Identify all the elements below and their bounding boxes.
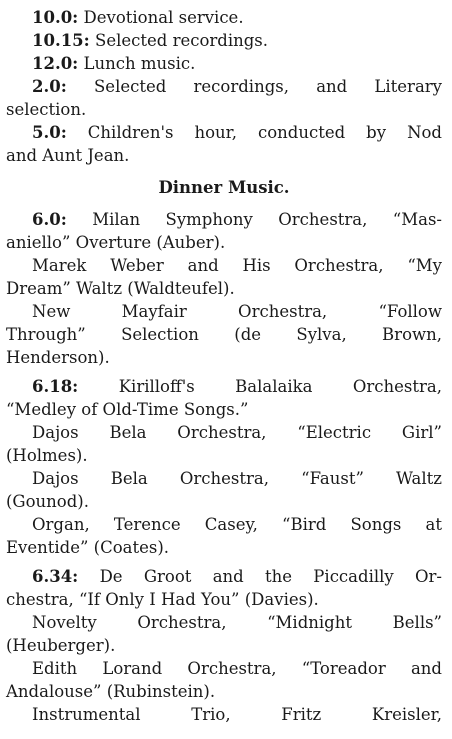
entry-continuation: (Heuberger). xyxy=(6,636,116,655)
entry-continuation: Dream” Waltz (Waldteufel). xyxy=(6,279,235,298)
schedule-entry xyxy=(6,52,442,75)
entry-continuation: (Gounod). xyxy=(6,492,89,511)
entry-text: De Groot and the Piccadilly Or- xyxy=(78,567,442,586)
entry-time: 10.15: xyxy=(32,31,90,50)
program-entry: Novelty Orchestra, “Midnight Bells” xyxy=(32,613,442,632)
entry-continuation: “Medley of Old-Time Songs.” xyxy=(6,400,249,419)
entry-continuation: Eventide” (Coates). xyxy=(6,538,170,557)
schedule-entry xyxy=(6,29,442,52)
entry-text: Selected recordings. xyxy=(89,31,269,50)
program-entry: Instrumental Trio, Fritz Kreisler, xyxy=(32,705,442,724)
entry-text: Kirilloff's Balalaika Orchestra, xyxy=(78,377,442,396)
program-entry: Marek Weber and His Orchestra, “My xyxy=(32,256,442,275)
program-entry: Dajos Bela Orchestra, “Faust” Waltz xyxy=(32,469,442,488)
entry-time: 6.34: xyxy=(32,567,79,586)
section-heading: Dinner Music. xyxy=(158,178,290,197)
entry-continuation: Andalouse” (Rubinstein). xyxy=(6,682,216,701)
entry-continuation: and Aunt Jean. xyxy=(6,146,130,165)
program-entry: New Mayfair Orchestra, “Follow xyxy=(32,302,442,321)
schedule-entry xyxy=(6,121,442,144)
entry-time: 12.0: xyxy=(32,54,79,73)
entry-time: 6.18: xyxy=(32,377,79,396)
entry-continuation: chestra, “If Only I Had You” (Davies). xyxy=(6,590,319,609)
program-entry xyxy=(6,208,442,231)
entry-time: 2.0: xyxy=(32,77,67,96)
entry-text: Selected recordings, and Literary xyxy=(66,77,442,96)
entry-text: Milan Symphony Orchestra, “Mas- xyxy=(66,210,442,229)
program-entry: Edith Lorand Orchestra, “Toreador and xyxy=(32,659,442,678)
entry-continuation: (Holmes). xyxy=(6,446,88,465)
entry-text: Devotional service. xyxy=(78,8,244,27)
entry-continuation: Henderson). xyxy=(6,348,110,367)
entry-continuation: aniello” Overture (Auber). xyxy=(6,233,226,252)
entry-time: 10.0: xyxy=(32,8,79,27)
schedule-entry xyxy=(6,6,442,29)
entry-text: Lunch music. xyxy=(78,54,196,73)
newspaper-column xyxy=(0,6,442,726)
program-entry: Dajos Bela Orchestra, “Electric Girl” xyxy=(32,423,442,442)
program-entry xyxy=(6,565,442,588)
entry-continuation: Through” Selection (de Sylva, Brown, xyxy=(6,325,442,344)
program-entry xyxy=(6,375,442,398)
entry-text: Children's hour, conducted by Nod xyxy=(66,123,442,142)
schedule-entry xyxy=(6,75,442,98)
entry-time: 6.0: xyxy=(32,210,67,229)
entry-time: 5.0: xyxy=(32,123,67,142)
program-entry: Organ, Terence Casey, “Bird Songs at xyxy=(32,515,442,534)
entry-continuation: selection. xyxy=(6,100,87,119)
